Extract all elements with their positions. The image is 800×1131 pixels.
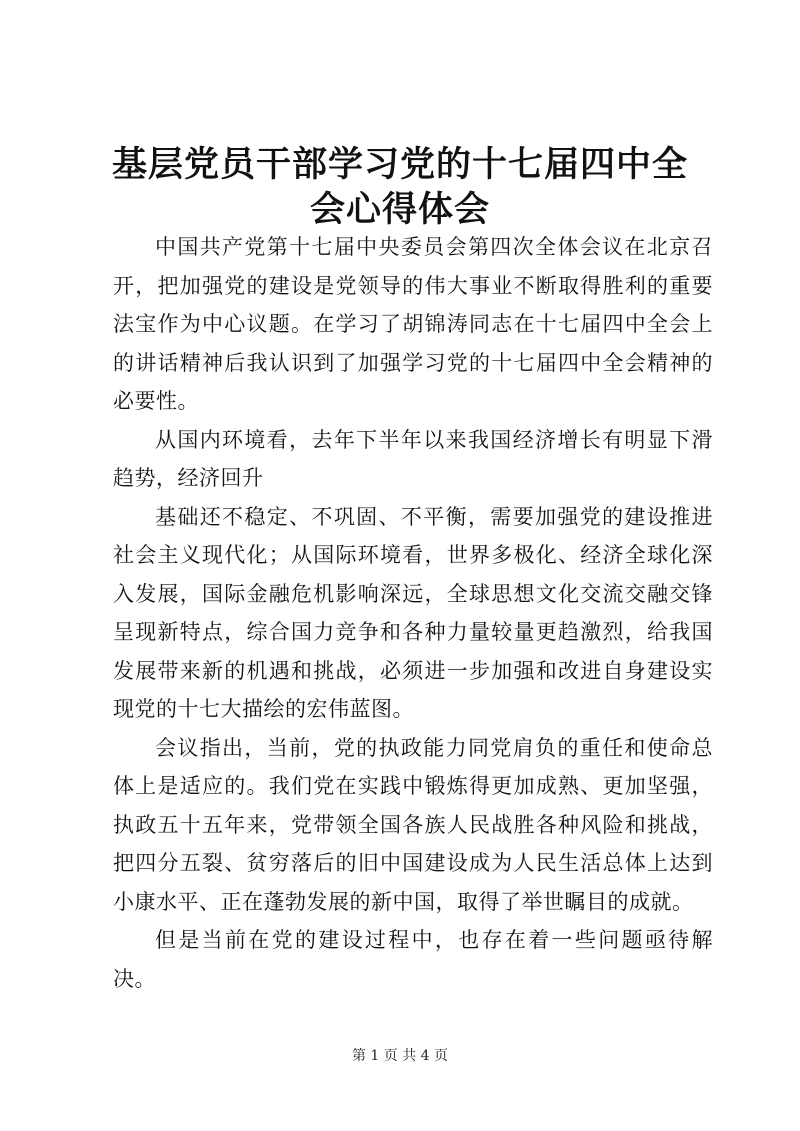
paragraph-4: 会议指出，当前，党的执政能力同党肩负的重任和使命总体上是适应的。我们党在实践中锻炼得更加成熟、更加坚强，执政五十五年来，党带领全国各族人民战胜各种风险和挑战，把四分五裂、贫穷落后的旧中国建设成为人民生活总体上达到小康水平、正在蓬勃发展的新中国，取得了举世瞩目的成就。	[113, 735, 713, 914]
paragraph-1: 中国共产党第十七届中央委员会第四次全体会议在北京召开，把加强党的建设是党领导的伟大事业不断取得胜利的重要法宝作为中心议题。在学习了胡锦涛同志在十七届四中全会上的讲话精神后我认识到了加强学习党的十七届四中全会精神的必要性。	[113, 235, 713, 413]
document-body	[113, 228, 713, 998]
paragraph-2: 从国内环境看，去年下半年以来我国经济增长有明显下滑趋势，经济回升	[113, 427, 713, 490]
paragraph-3: 基础还不稳定、不巩固、不平衡，需要加强党的建设推进社会主义现代化；从国际环境看，世界多极化、经济全球化深入发展，国际金融危机影响深远，全球思想文化交流交融交锋呈现新特点，综合国力竞争和各种力量较量更趋激烈，给我国发展带来新的机遇和挑战，必须进一步加强和改进自身建设实现党的十七大描绘的宏伟蓝图。	[113, 504, 713, 721]
document-title: 基层党员干部学习党的十七届四中全会心得体会	[111, 144, 688, 230]
page-footer: 第 1 页 共 4 页	[351, 1048, 449, 1064]
paragraph-5: 但是当前在党的建设过程中，也存在着一些问题亟待解决。	[113, 928, 713, 991]
